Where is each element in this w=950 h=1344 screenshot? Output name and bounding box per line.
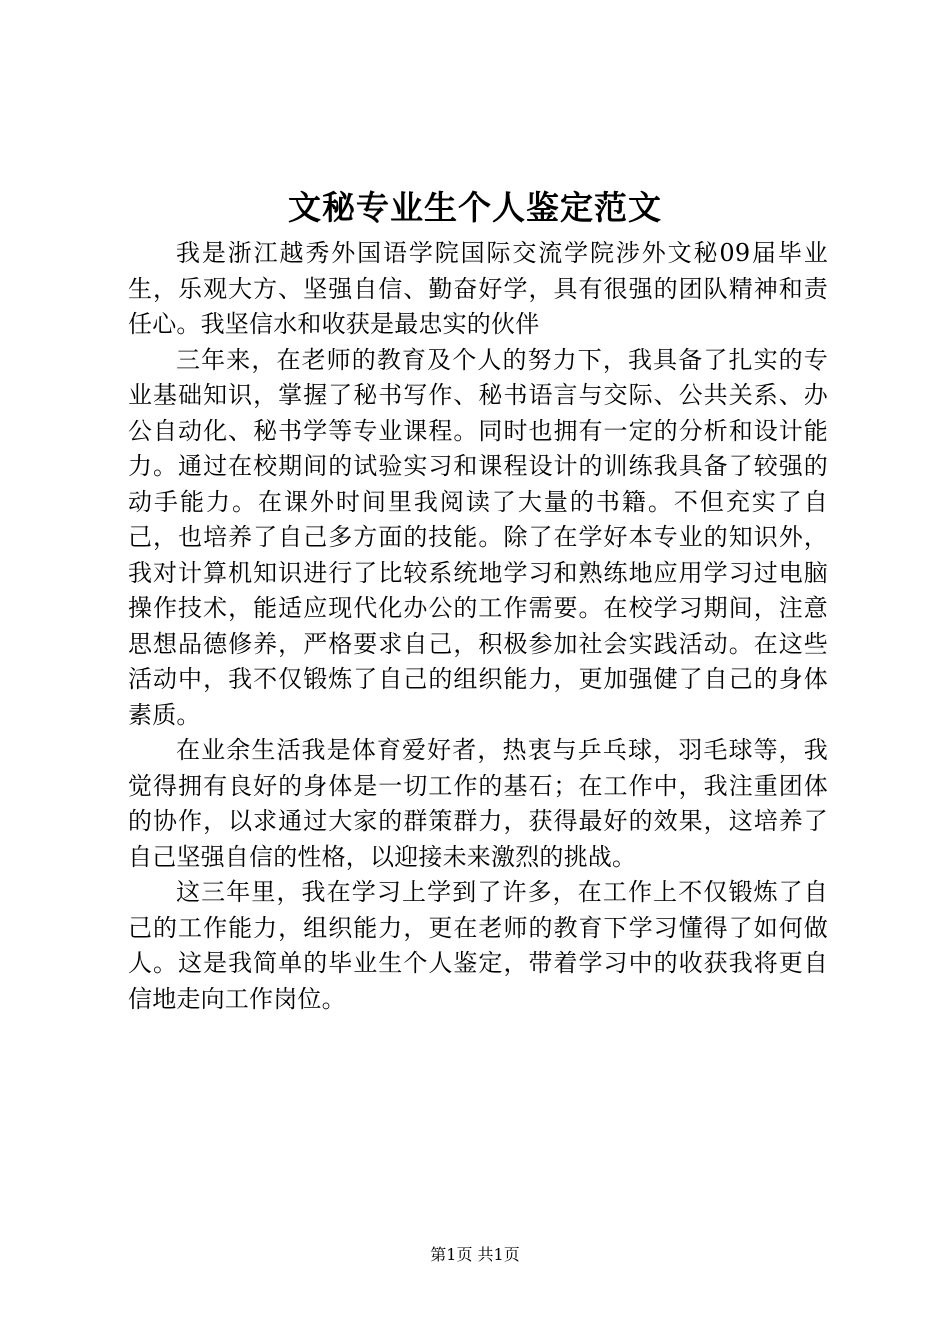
- paragraph-hobbies: 在业余生活我是体育爱好者，热衷与乒乓球，羽毛球等，我觉得拥有良好的身体是一切工作的基石；在工作中，我注重团体的协作，以求通过大家的群策群力，获得最好的效果，这培养了自己坚强自信的性格，以迎接未来激烈的挑战。: [128, 736, 828, 871]
- paragraph-intro: 我是浙江越秀外国语学院国际交流学院涉外文秘09届毕业生，乐观大方、坚强自信、勤奋好学，具有很强的团队精神和责任心。我坚信水和收获是最忠实的伙伴: [128, 239, 828, 338]
- page-footer: 第1页 共1页: [430, 1245, 520, 1264]
- document-title: 文秘专业生个人鉴定范文: [288, 188, 662, 227]
- paragraph-conclusion: 这三年里，我在学习上学到了许多，在工作上不仅锻炼了自己的工作能力，组织能力，更在老师的教育下学习懂得了如何做人。这是我简单的毕业生个人鉴定，带着学习中的收获我将更自信地走向工作岗位。: [128, 878, 828, 1013]
- paragraph-study: 三年来，在老师的教育及个人的努力下，我具备了扎实的专业基础知识，掌握了秘书写作、秘书语言与交际、公共关系、办公自动化、秘书学等专业课程。同时也拥有一定的分析和设计能力。通过在校期间的试验实习和课程设计的训练我具备了较强的动手能力。在课外时间里我阅读了大量的书籍。不但充实了自己，也培养了自己多方面的技能。除了在学好本专业的知识外，我对计算机知识进行了比较系统地学习和熟练地应用学习过电脑操作技术，能适应现代化办公的工作需要。在校学习期间，注意思想品德修养，严格要求自己，积极参加社会实践活动。在这些活动中，我不仅锻炼了自己的组织能力，更加强健了自己的身体素质。: [128, 345, 828, 729]
- document-body: [128, 236, 828, 1017]
